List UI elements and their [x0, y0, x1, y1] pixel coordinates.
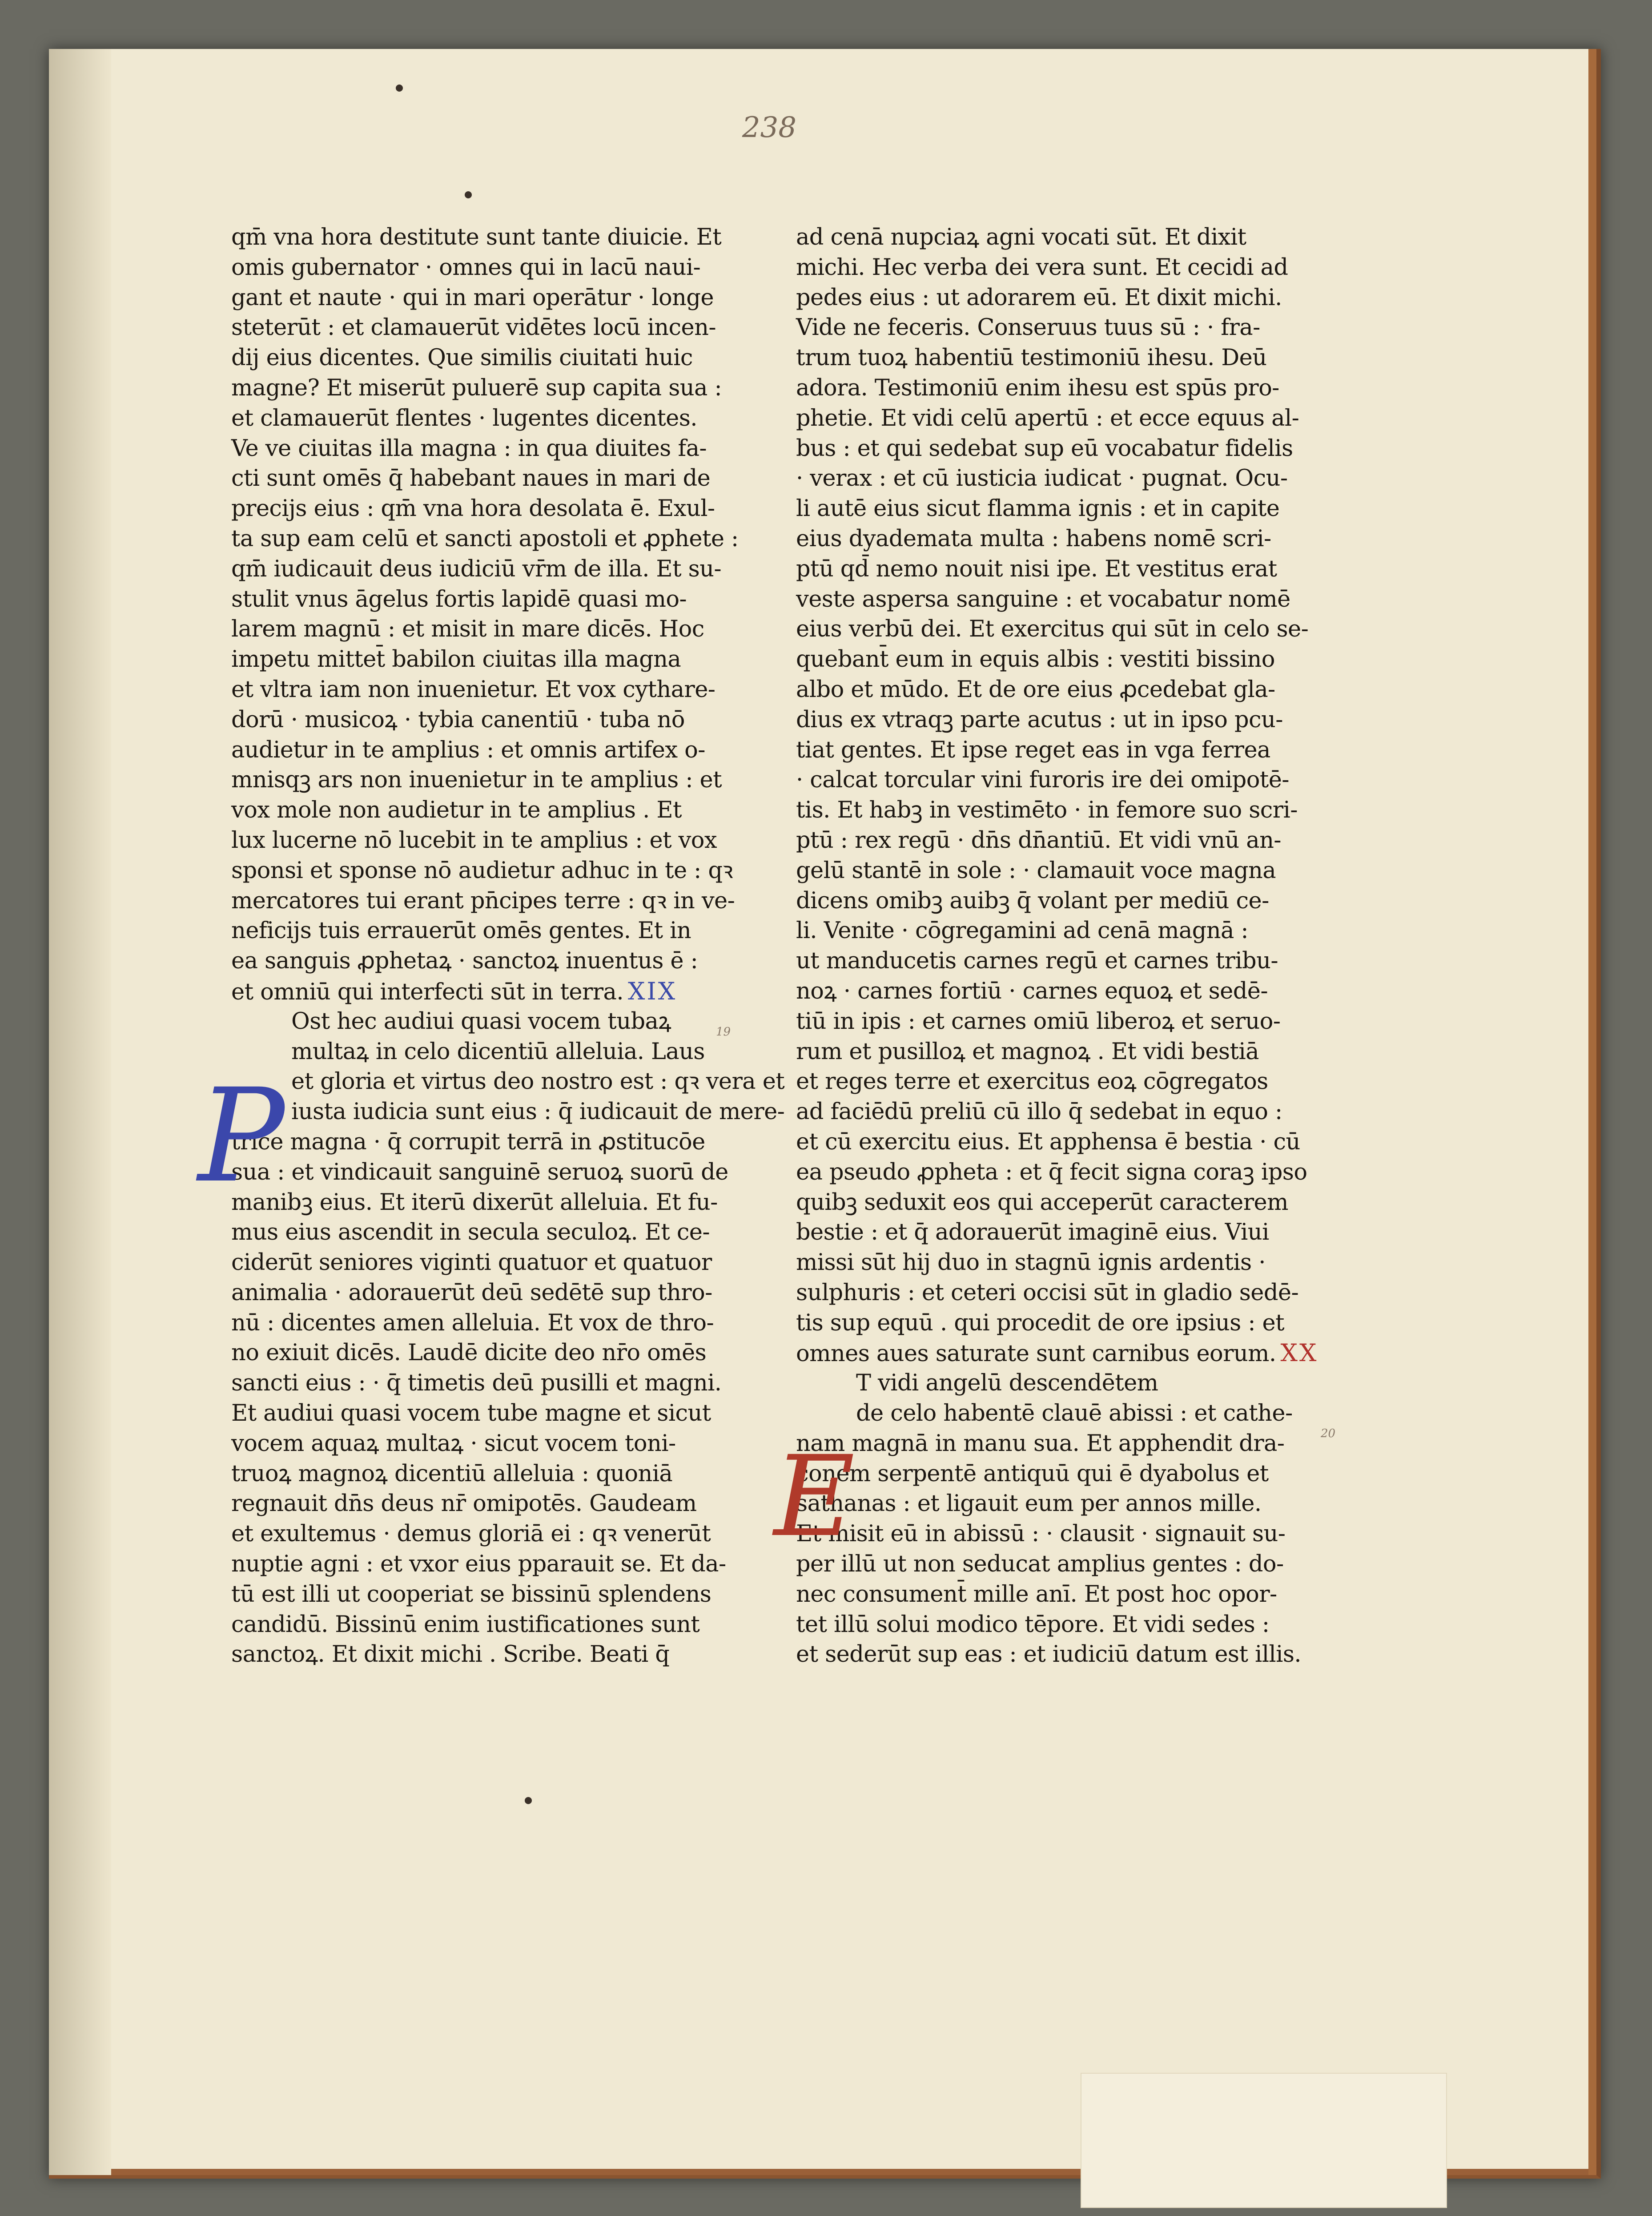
text-line: ea sanguis ꝓphetaꝝ · sanctoꝝ inuentus ē : [231, 948, 698, 975]
text-line: gant et naute · qui in mari operātur · longe [231, 284, 714, 311]
text-line: impetu mittet̄ babilon ciuitas illa magna [231, 646, 681, 673]
text-line: Et misit eū in abissū : · clausit · signauit su- [796, 1521, 1286, 1547]
text-line: quibꝫ seduxit eos qui acceperūt caracterem [796, 1189, 1288, 1216]
manuscript-page [49, 49, 1601, 2179]
text-line: nec consument̄ mille anī. Et post hoc opor- [796, 1581, 1277, 1608]
page-gutter [49, 49, 111, 2175]
text-line: mercatores tui erant pn̄cipes terre : qꝛ in ve- [231, 887, 735, 914]
margin-note: 19 [716, 1025, 731, 1039]
text-line: precijs eius : qm̄ vna hora desolata ē. Exul- [231, 496, 715, 522]
text-line: Et audiui quasi vocem tube magne et sicut [231, 1400, 711, 1427]
text-line: steterūt : et clamauerūt vidētes locū incen- [231, 314, 716, 341]
text-line: ad cenā nupciaꝝ agni vocati sūt. Et dixit [796, 224, 1246, 250]
text-line: dorū · musicoꝝ · tybia canentiū · tuba nō [231, 706, 685, 733]
text-line: mus eius ascendit in secula seculoꝝ. Et ce- [231, 1219, 710, 1246]
text-line: T vidi angelū descendētem [856, 1370, 1158, 1397]
text-line: omis gubernator · omnes qui in lacū naui- [231, 254, 701, 281]
text-line: · calcat torcular vini furoris ire dei omipotē- [796, 767, 1289, 794]
text-line: ut manducetis carnes regū et carnes tribu- [796, 948, 1278, 975]
text-line: et reges terre et exercitus eoꝝ cōgregatos [796, 1068, 1268, 1095]
text-line: tiat gentes. Et ipse reget eas in vga ferrea [796, 737, 1270, 763]
text-line: Ve ve ciuitas illa magna : in qua diuites fa- [231, 435, 707, 462]
text-line: tū est illi ut cooperiat se bissinū splendens [231, 1581, 711, 1608]
text-line: conem serpentē antiquū qui ē dyabolus et [796, 1460, 1269, 1487]
text-line: ea pseudo ꝓpheta : et q̄ fecit signa coraꝫ ipso [796, 1159, 1307, 1185]
text-line: rum et pusilloꝝ et magnoꝝ . Et vidi bestiā [796, 1038, 1259, 1065]
text-line-content: omnes aues saturate sunt carnibus eorum. [796, 1341, 1276, 1367]
text-line: ciderūt seniores viginti quatuor et quatuor [231, 1249, 712, 1276]
folio-number: 238 [742, 111, 797, 144]
text-line: tis sup equū . qui procedit de ore ipsius : et [796, 1309, 1285, 1336]
page-dot [396, 85, 403, 92]
text-line: et cū exercitu eius. Et apphensa ē bestia · cū [796, 1128, 1300, 1155]
text-line: neficijs tuis errauerūt omēs gentes. Et in [231, 918, 691, 944]
text-line: qm̄ iudicauit deus iudiciū vr̄m de illa. Et su- [231, 556, 722, 582]
right-column [796, 222, 1318, 1670]
text-line: · verax : et cū iusticia iudicat · pugnat. Ocu- [796, 465, 1288, 492]
text-line: gelū stantē in sole : · clamauit voce magna [796, 857, 1276, 884]
text-line: bestie : et q̄ adorauerūt imaginē eius. Viui [796, 1219, 1269, 1246]
chapter-marker: XX [1280, 1339, 1318, 1367]
text-line: ptū qd̄ nemo nouit nisi ipe. Et vestitus erat [796, 556, 1277, 582]
text-line [796, 1338, 1318, 1368]
text-line: albo et mūdo. Et de ore eius ꝓcedebat gla- [796, 676, 1275, 703]
text-line: magne? Et miserūt puluerē sup capita sua : [231, 375, 722, 401]
text-line: veste aspersa sanguine : et vocabatur nomē [796, 586, 1290, 612]
text-line: et sederūt sup eas : et iudiciū datum est illis. [796, 1641, 1302, 1668]
text-line: michi. Hec verba dei vera sunt. Et cecidi ad [796, 254, 1288, 281]
text-line [231, 976, 729, 1007]
text-line: sanctoꝝ. Et dixit michi . Scribe. Beati q̄ [231, 1641, 670, 1668]
text-line: de celo habentē clauē abissi : et cathe- [856, 1400, 1293, 1427]
text-line: tet illū solui modico tēpore. Et vidi sedes : [796, 1611, 1270, 1638]
text-line: et exultemus · demus gloriā ei : qꝛ venerūt [231, 1521, 711, 1547]
text-line: candidū. Bissinū enim iustificationes sunt [231, 1611, 700, 1638]
text-line: qm̄ vna hora destitute sunt tante diuicie. Et [231, 224, 722, 250]
page-dot [525, 1797, 532, 1804]
text-line: quebant̄ eum in equis albis : vestiti bissino [796, 646, 1275, 673]
text-line: sulphuris : et ceteri occisi sūt in gladio sedē- [796, 1279, 1299, 1306]
text-line: audietur in te amplius : et omnis artifex o- [231, 737, 705, 763]
text-line: phetie. Et vidi celū apertū : et ecce equus al- [796, 405, 1299, 431]
text-line: vox mole non audietur in te amplius . Et [231, 797, 682, 824]
text-line: ta sup eam celū et sancti apostoli et ꝓphete : [231, 525, 739, 552]
text-line: tiū in ipis : et carnes omiū liberoꝝ et seruo- [796, 1008, 1281, 1035]
text-line: ptū : rex regū · dn̄s dn̄antiū. Et vidi vnū an- [796, 827, 1281, 854]
text-line: missi sūt hij duo in stagnū ignis ardentis · [796, 1249, 1266, 1276]
margin-note: 20 [1321, 1427, 1336, 1440]
text-line: adora. Testimoniū enim ihesu est spūs pro- [796, 375, 1279, 401]
text-line: li autē eius sicut flamma ignis : et in capite [796, 496, 1280, 522]
text-line: nuptie agni : et vxor eius pparauit se. Et da- [231, 1551, 726, 1578]
text-line: manibꝫ eius. Et iterū dixerūt alleluia. Et fu- [231, 1189, 718, 1216]
text-line: multaꝝ in celo dicentiū alleluia. Laus [291, 1038, 705, 1065]
text-line: ad faciēdū preliū cū illo q̄ sedebat in equo : [796, 1099, 1282, 1125]
text-line: truoꝝ magnoꝝ dicentiū alleluia : quoniā [231, 1460, 673, 1487]
text-line: trum tuoꝝ habentiū testimoniū ihesu. Deū [796, 345, 1267, 371]
text-line: vocem aquaꝝ multaꝝ · sicut vocem toni- [231, 1430, 676, 1457]
text-line: larem magnū : et misit in mare dicēs. Hoc [231, 616, 704, 643]
decorated-initial-e: E [774, 1432, 855, 1561]
text-line: Vide ne feceris. Conseruus tuus sū : · fra- [796, 314, 1260, 341]
text-line: pedes eius : ut adorarem eū. Et dixit michi. [796, 284, 1282, 311]
text-line: sua : et vindicauit sanguinē seruoꝝ suorū de [231, 1159, 728, 1185]
text-line: regnauit dn̄s deus nr̄ omipotēs. Gaudeam [231, 1491, 697, 1517]
text-line: noꝝ · carnes fortiū · carnes equoꝝ et sedē- [796, 978, 1268, 1004]
text-line: iusta iudicia sunt eius : q̄ iudicauit de mere- [291, 1099, 785, 1125]
text-line: sponsi et sponse nō audietur adhuc in te : qꝛ [231, 857, 733, 884]
text-line: tis. Et habꝫ in vestimēto · in femore suo scri- [796, 797, 1298, 824]
text-line: trice magna · q̄ corrupit terrā in ꝓstitucōe [231, 1128, 705, 1155]
text-line: nam magnā in manu sua. Et apphendit dra- [796, 1430, 1285, 1457]
left-column [231, 222, 785, 1670]
text-line: nū : dicentes amen alleluia. Et vox de thro- [231, 1309, 714, 1336]
text-line: bus : et qui sedebat sup eū vocabatur fidelis [796, 435, 1293, 462]
text-line: sancti eius : · q̄ timetis deū pusilli et magni. [231, 1370, 722, 1397]
text-line: per illū ut non seducat amplius gentes : do- [796, 1551, 1284, 1578]
text-line: et clamauerūt flentes · lugentes dicentes. [231, 405, 697, 431]
text-line: eius verbū dei. Et exercitus qui sūt in celo se- [796, 616, 1309, 643]
decorated-initial-p: P [198, 1061, 285, 1211]
text-line: dius ex vtraqꝫ parte acutus : ut in ipso pcu- [796, 706, 1283, 733]
text-line: no exiuit dicēs. Laudē dicite deo nr̄o omēs [231, 1340, 707, 1366]
paper-repair-patch [1081, 2073, 1447, 2208]
text-line-content: et omniū qui interfecti sūt in terra. [231, 979, 623, 1005]
text-line: stulit vnus āgelus fortis lapidē quasi mo- [231, 586, 687, 612]
page-dot [465, 191, 472, 198]
text-line: et vltra iam non inuenietur. Et vox cythare- [231, 676, 715, 703]
text-line: et gloria et virtus deo nostro est : qꝛ vera et [291, 1068, 785, 1095]
text-line: lux lucerne nō lucebit in te amplius : et vox [231, 827, 717, 854]
chapter-marker: XIX [627, 977, 677, 1005]
text-line: dicens omibꝫ auibꝫ q̄ volant per mediū ce- [796, 887, 1269, 914]
text-line: li. Venite · cōgregamini ad cenā magnā : [796, 918, 1248, 944]
text-line: animalia · adorauerūt deū sedētē sup thro- [231, 1279, 712, 1306]
text-line: Ost hec audiui quasi vocem tubaꝝ [291, 1008, 671, 1035]
text-line: sathanas : et ligauit eum per annos mille. [796, 1491, 1262, 1517]
text-line: cti sunt omēs q̄ habebant naues in mari de [231, 465, 711, 492]
text-line: dij eius dicentes. Que similis ciuitati huic [231, 345, 693, 371]
text-line: mnisqꝫ ars non inuenietur in te amplius : et [231, 767, 722, 794]
text-line: eius dyademata multa : habens nomē scri- [796, 525, 1271, 552]
